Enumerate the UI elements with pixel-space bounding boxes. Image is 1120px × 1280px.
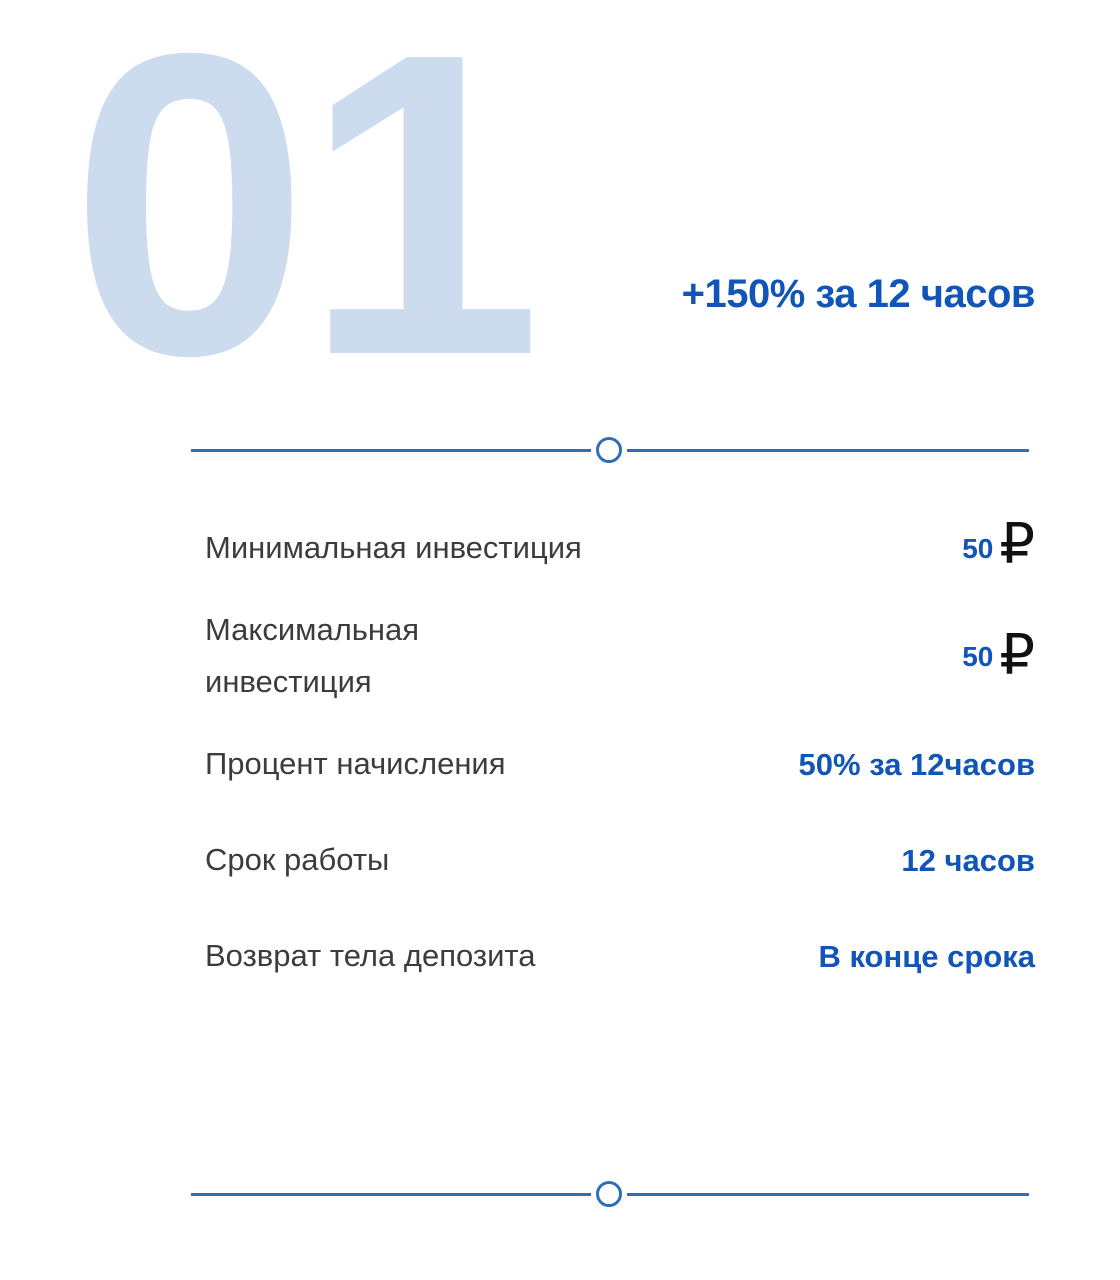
spec-label: Возврат тела депозита [205,938,536,973]
divider-top [0,432,1120,468]
spec-row [205,500,1035,596]
ruble-currency-icon: ₽ [999,623,1035,688]
spec-value [962,512,1035,577]
spec-label: Минимальная инвестиция [205,530,582,565]
divider-bottom [0,1176,1120,1212]
spec-row [205,596,1035,716]
spec-label: Процент начисления [205,746,506,781]
spec-label: Максимальная инвестиция [205,612,420,699]
plan-headline: +150% за 12 часов [681,272,1035,316]
divider-line-left [191,449,591,452]
spec-value: 12 часов [901,842,1035,878]
spec-value: В конце срока [818,938,1035,974]
spec-value: 50% за 12часов [798,746,1035,782]
divider-node-icon [596,1181,622,1207]
plan-spec-list [205,500,1035,1004]
spec-row [205,716,1035,812]
spec-row [205,908,1035,1004]
divider-line-right [627,1193,1029,1196]
divider-line-left [191,1193,591,1196]
ruble-currency-icon: ₽ [999,512,1035,577]
spec-label: Срок работы [205,842,390,877]
spec-value-amount: 50 [962,532,994,564]
spec-value [962,623,1035,688]
divider-node-icon [596,437,622,463]
divider-line-right [627,449,1029,452]
spec-row [205,812,1035,908]
spec-value-amount: 50 [962,640,994,672]
plan-number-watermark: 01 [70,0,537,445]
